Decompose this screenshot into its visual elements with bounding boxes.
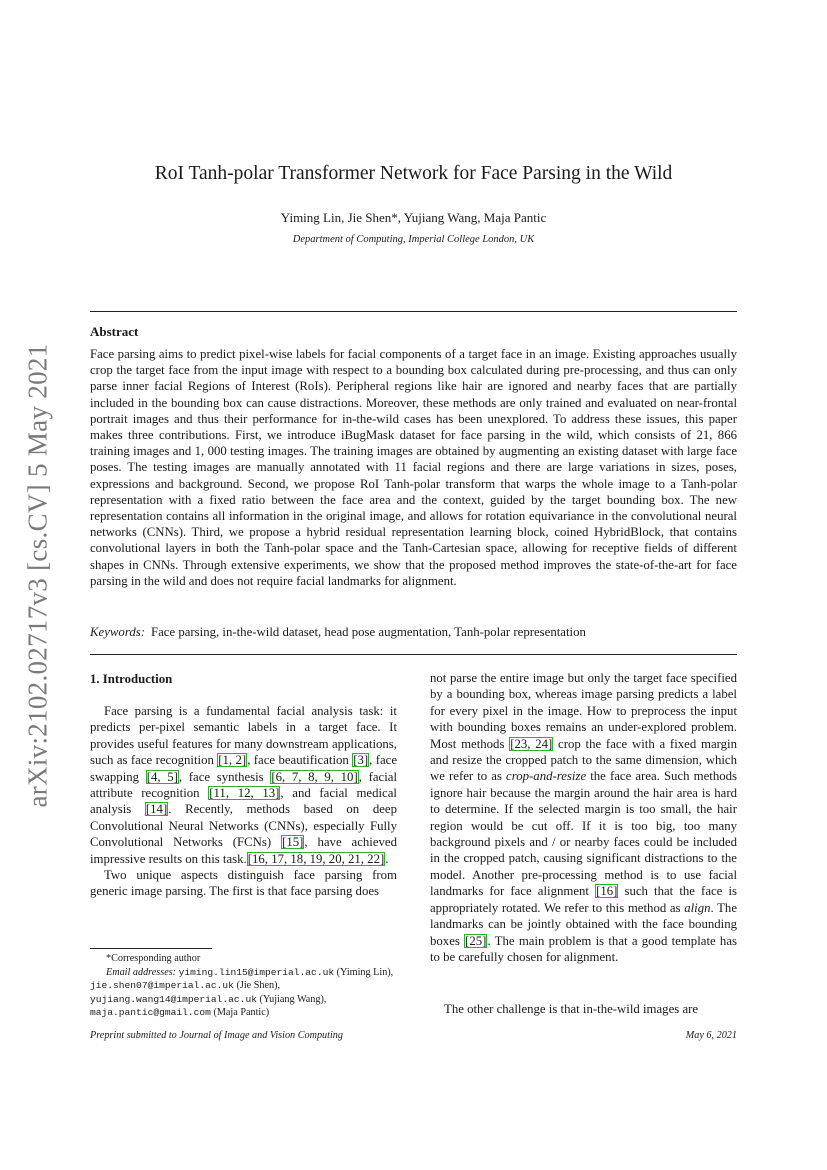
citation-link[interactable]: [3] bbox=[353, 753, 369, 768]
citation-link[interactable]: [16, 17, 18, 19, 20, 21, 22] bbox=[247, 851, 385, 866]
intro-paragraph-2: Two unique aspects distinguish face parsing from generic image parsing. The first is that face parsing does bbox=[90, 868, 397, 899]
abstract-bottom-rule bbox=[90, 654, 737, 655]
keywords-label: Keywords: bbox=[90, 625, 145, 639]
footnote bbox=[90, 952, 400, 1020]
right-column bbox=[430, 670, 737, 965]
abstract-heading: Abstract bbox=[90, 324, 139, 339]
intro-paragraph-4: The other challenge is that in-the-wild images are bbox=[444, 1002, 699, 1016]
abstract-body: Face parsing aims to predict pixel-wise labels for facial components of a target face in an image. Existing approaches usually crop the target face from the input image with respect to a bounding box calculated during pre-processing, and thus can only parse inner facial Regions of Interest (RoIs). Peripheral regions like hair are ignored and nearby faces that are partially included in the bounding box can cause distractions. Moreover, these methods are only trained and evaluated on near-frontal portrait images and thus their performance for in-the-wild cases has been unexplored. To address these issues, this paper makes three contributions. First, we introduce iBugMask dataset for face parsing in the wild, which consists of 21, 866 training images and 1, 000 testing images. The training images are obtained by augmenting an existing dataset with large face poses. The testing images are manually annotated with 11 facial regions and there are large variations in sizes, poses, expressions and background. Second, we propose RoI Tanh-polar transform that warps the whole image to a Tanh-polar representation with a fixed ratio between the face area and the context, guided by the target bounding box. The new representation contains all information in the original image, and allows for rotation equivariance in the convolutional neural networks (CNNs). Third, we propose a hybrid residual representation learning block, coined HybridBlock, that contains convolutional layers in both the Tanh-polar space and the Tanh-Cartesian space, allowing for receptive fields of different shapes in CNNs. Through extensive experiments, we show that the proposed method improves the state-of-the-art for face parsing in the wild and does not require facial landmarks for alignment. bbox=[90, 347, 737, 588]
email-link[interactable]: maja.pantic@gmail.com bbox=[90, 1007, 211, 1019]
corresponding-author-note: *Corresponding author bbox=[106, 953, 201, 964]
email-link[interactable]: yujiang.wang14@imperial.ac.uk bbox=[90, 993, 257, 1005]
author-list: Yiming Lin, Jie Shen*, Yujiang Wang, Maja Pantic bbox=[280, 210, 547, 225]
citation-link[interactable]: [11, 12, 13] bbox=[209, 786, 280, 801]
keywords bbox=[90, 624, 737, 640]
keywords-text: Face parsing, in-the-wild dataset, head pose augmentation, Tanh-polar representation bbox=[150, 625, 586, 639]
email-addresses: Email addresses: yiming.lin15@imperial.ac.uk (Yiming Lin), jie.shen07@imperial.ac.uk (Jie Shen), yujiang.wang14@imperial.ac.uk (Yujiang Wang), maja.pantic@gmail.com (Maja Pantic) bbox=[90, 966, 394, 1019]
abstract-top-rule bbox=[90, 311, 737, 312]
left-column bbox=[90, 703, 397, 900]
section-heading-introduction: 1. Introduction bbox=[90, 672, 173, 686]
citation-link[interactable]: [16] bbox=[596, 884, 618, 899]
paper-title: RoI Tanh-polar Transformer Network for Face Parsing in the Wild bbox=[154, 163, 673, 184]
affiliation: Department of Computing, Imperial College London, UK bbox=[292, 234, 535, 245]
footer-journal: Preprint submitted to Journal of Image and Vision Computing bbox=[90, 1030, 343, 1041]
citation-link[interactable]: [4, 5] bbox=[146, 769, 178, 784]
footnote-rule bbox=[90, 948, 212, 949]
email-link[interactable]: jie.shen07@imperial.ac.uk bbox=[90, 980, 234, 992]
intro-paragraph-3: not parse the entire image but only the target face specified by a bounding box, whereas image parsing predicts a label for every pixel in the image. How to preprocess the input with bounding boxes remains an under-explored problem. Most methods [23, 24] crop the face with a fixed margin and resize the cropped patch to the same dimension, which we refer to as crop-and-resize the face area. Such methods ignore hair because the margin around the hair area is hard to determine. If the selected margin is too small, the hair region would be cut off. If it is too big, too many background pixels and / or nearby faces could be included in the cropped patch, causing significant distractions to the model. Another pre-processing method is to use facial landmarks for face alignment [16] such that the face is appropriately rotated. We refer to this method as align. The landmarks can be jointly obtained with the face bounding boxes [25]. The main problem is that a good template has to be carefully chosen for alignment. bbox=[430, 671, 738, 964]
intro-paragraph-1: Face parsing is a fundamental facial analysis task: it predicts per-pixel semantic labels in a target face. It provides useful features for many downstream applications, such as face recognition [1, 2], face beautification [3], face swapping [4, 5], face synthesis [6, 7, 8, 9, 10], facial attribute recognition [11, 12, 13], and facial medical analysis [14]. Recently, methods based on deep Convolutional Neural Networks (CNNs), especially Fully Convolutional Networks (FCNs) [15], have achieved impressive results on this task.[16, 17, 18, 19, 20, 21, 22]. bbox=[90, 704, 398, 866]
citation-link[interactable]: [15] bbox=[282, 835, 304, 850]
citation-link[interactable]: [6, 7, 8, 9, 10] bbox=[271, 769, 358, 784]
citation-link[interactable]: [23, 24] bbox=[510, 736, 553, 751]
citation-link[interactable]: [14] bbox=[145, 802, 168, 817]
arxiv-identifier bbox=[22, 342, 54, 808]
footer-date: May 6, 2021 bbox=[685, 1030, 737, 1041]
citation-link[interactable]: [25] bbox=[465, 933, 487, 948]
arxiv-identifier-text: arXiv:2102.02717v3 [cs.CV] 5 May 2021 bbox=[22, 342, 53, 808]
email-link[interactable]: yiming.lin15@imperial.ac.uk bbox=[178, 966, 335, 978]
citation-link[interactable]: [1, 2] bbox=[218, 753, 247, 768]
